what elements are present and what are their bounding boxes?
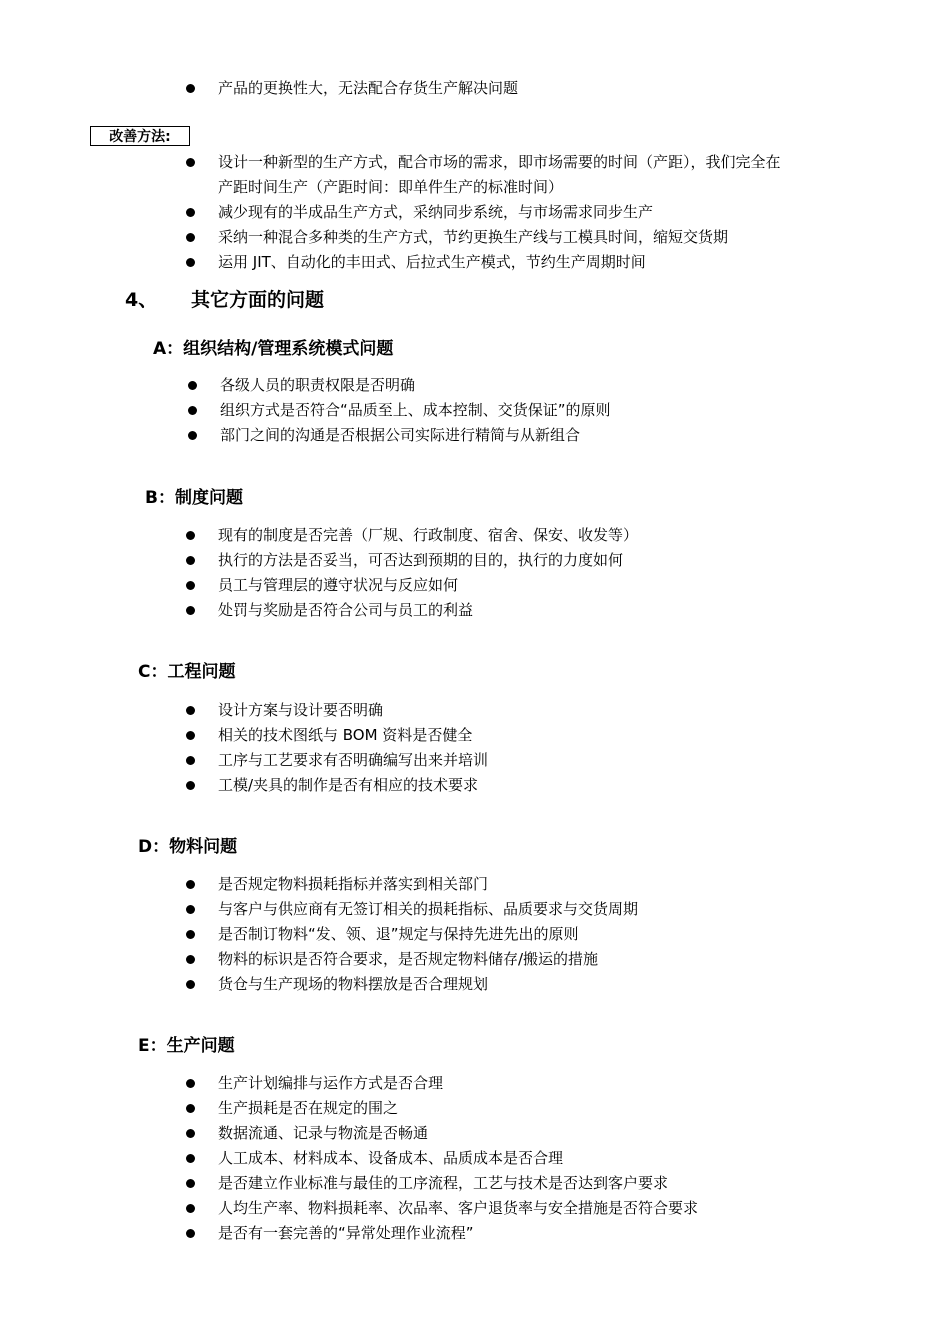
subsection-a-list (188, 373, 611, 448)
list-item: 员工与管理层的遵守状况与反应如何 (186, 573, 638, 598)
list-item: 人工成本、材料成本、设备成本、品质成本是否合理 (186, 1146, 698, 1171)
list-item: 产品的更换性大，无法配合存货生产解决问题 (186, 76, 518, 101)
list-item: 与客户与供应商有无签订相关的损耗指标、品质要求与交货周期 (186, 897, 638, 922)
list-item: 部门之间的沟通是否根据公司实际进行精简与从新组合 (188, 423, 611, 448)
list-item: 设计方案与设计要否明确 (186, 698, 488, 723)
list-item: 执行的方法是否妥当，可否达到预期的目的，执行的力度如何 (186, 548, 638, 573)
subsection-b-heading: B：制度问题 (145, 488, 243, 508)
list-item: 生产损耗是否在规定的围之 (186, 1096, 698, 1121)
section-number: 4、 (125, 289, 158, 311)
list-item: 各级人员的职责权限是否明确 (188, 373, 611, 398)
subsection-e-list (186, 1071, 698, 1246)
list-item: 相关的技术图纸与 BOM 资料是否健全 (186, 723, 488, 748)
subsection-d-heading: D：物料问题 (138, 837, 238, 857)
subsection-c-heading: C：工程问题 (138, 662, 236, 682)
list-item: 数据流通、记录与物流是否畅通 (186, 1121, 698, 1146)
list-item: 现有的制度是否完善（厂规、行政制度、宿舍、保安、收发等） (186, 523, 638, 548)
subsection-a-heading: A：组织结构/管理系统模式问题 (153, 339, 394, 359)
list-item: 是否建立作业标准与最佳的工序流程，工艺与技术是否达到客户要求 (186, 1171, 698, 1196)
list-item: 是否规定物料损耗指标并落实到相关部门 (186, 872, 638, 897)
subsection-b-list (186, 523, 638, 623)
section-4-heading (125, 287, 324, 313)
list-item: 采纳一种混合多种类的生产方式，节约更换生产线与工模具时间，缩短交货期 (186, 225, 866, 250)
improvement-label: 改善方法: (90, 126, 190, 146)
intro-list (186, 76, 518, 101)
list-item: 设计一种新型的生产方式，配合市场的需求，即市场需要的时间（产距），我们完全在 产距时间生产（产距时间：即单件生产的标准时间） (186, 150, 866, 200)
section-title: 其它方面的问题 (191, 289, 325, 311)
list-item: 生产计划编排与运作方式是否合理 (186, 1071, 698, 1096)
list-item: 人均生产率、物料损耗率、次品率、客户退货率与安全措施是否符合要求 (186, 1196, 698, 1221)
list-item: 是否有一套完善的“异常处理作业流程” (186, 1221, 698, 1246)
list-item: 货仓与生产现场的物料摆放是否合理规划 (186, 972, 638, 997)
list-item: 是否制订物料“发、领、退”规定与保持先进先出的原则 (186, 922, 638, 947)
list-item: 工序与工艺要求有否明确编写出来并培训 (186, 748, 488, 773)
subsection-e-heading: E：生产问题 (138, 1036, 235, 1056)
subsection-c-list (186, 698, 488, 798)
list-item: 工模/夹具的制作是否有相应的技术要求 (186, 773, 488, 798)
list-item: 组织方式是否符合“品质至上、成本控制、交货保证”的原则 (188, 398, 611, 423)
list-item: 处罚与奖励是否符合公司与员工的利益 (186, 598, 638, 623)
list-item: 运用 JIT、自动化的丰田式、后拉式生产模式，节约生产周期时间 (186, 250, 866, 275)
list-item: 减少现有的半成品生产方式，采纳同步系统，与市场需求同步生产 (186, 200, 866, 225)
improvement-list (186, 150, 866, 275)
list-item: 物料的标识是否符合要求，是否规定物料储存/搬运的措施 (186, 947, 638, 972)
subsection-d-list (186, 872, 638, 997)
